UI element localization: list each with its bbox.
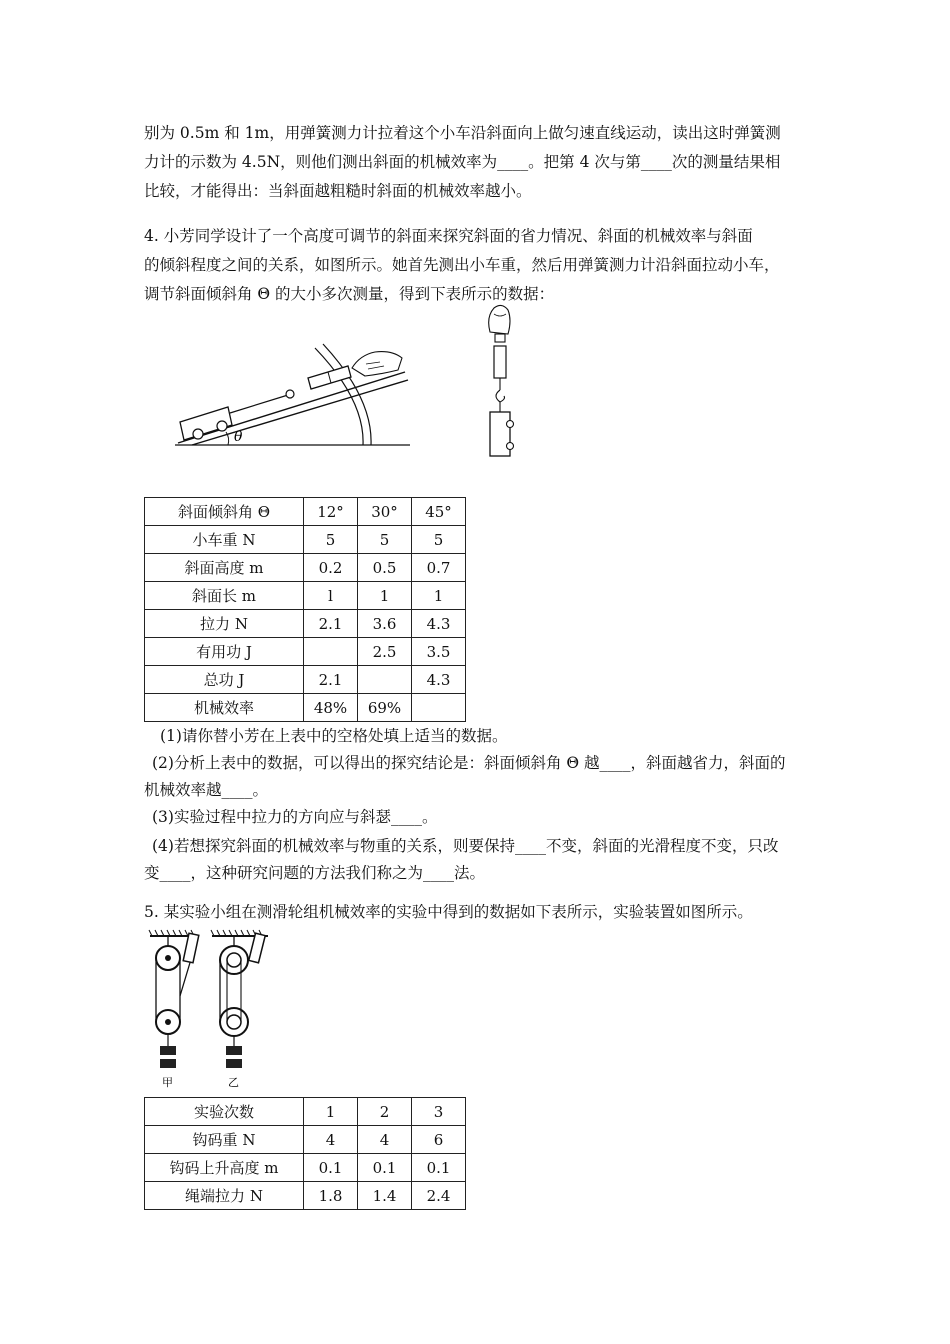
table-cell: 1	[304, 1098, 358, 1126]
table-cell: 2.4	[412, 1182, 466, 1210]
table-cell	[304, 638, 358, 666]
incline-data-table	[144, 497, 466, 722]
table-cell: 1	[358, 582, 412, 610]
table-cell: 30°	[358, 498, 412, 526]
table-cell: 3	[412, 1098, 466, 1126]
table-cell: 1	[412, 582, 466, 610]
q4-line: 调节斜面倾斜角 Θ 的大小多次测量，得到下表所示的数据：	[144, 285, 555, 303]
pulley-setup-a	[149, 930, 199, 1089]
table-cell: 5	[358, 526, 412, 554]
subquestion-line: (3)实验过程中拉力的方向应与斜瑟____。	[152, 808, 438, 826]
figure-label-jia: 甲	[162, 1076, 173, 1089]
table-row	[145, 1154, 466, 1182]
table-cell: 12°	[304, 498, 358, 526]
table-cell: 0.5	[358, 554, 412, 582]
question-4-stem	[144, 222, 808, 309]
table-cell: 0.2	[304, 554, 358, 582]
subquestion-line: (4)若想探究斜面的机械效率与物重的关系，则要保持____不变，斜面的光滑程度不变，只改	[152, 837, 779, 855]
question-4-subquestions	[144, 724, 808, 886]
hanging-scale-figure	[478, 302, 528, 462]
q5-line: 5. 某实验小组在测滑轮组机械效率的实验中得到的数据如下表所示，实验装置如图所示。	[144, 903, 753, 921]
table-cell: 总功 J	[145, 666, 304, 694]
spring-scale-icon	[230, 366, 351, 413]
question-5-stem	[144, 898, 808, 927]
table-cell: 4.3	[412, 610, 466, 638]
table-cell	[412, 694, 466, 722]
subquestion-line: 变____，这种研究问题的方法我们称之为____法。	[144, 864, 486, 882]
table-row	[145, 694, 466, 722]
table-cell: 0.1	[358, 1154, 412, 1182]
table-cell: l	[304, 582, 358, 610]
pulley-data-table	[144, 1097, 466, 1210]
pulley-figure	[146, 926, 286, 1092]
table-cell: 拉力 N	[145, 610, 304, 638]
table-cell: 2.5	[358, 638, 412, 666]
table-cell: 1.8	[304, 1182, 358, 1210]
table-cell: 48%	[304, 694, 358, 722]
table-row	[145, 1126, 466, 1154]
table-cell: 4	[358, 1126, 412, 1154]
hand-icon	[489, 305, 510, 334]
table-row	[145, 610, 466, 638]
table-cell: 5	[412, 526, 466, 554]
table-cell: 69%	[358, 694, 412, 722]
table-cell	[358, 666, 412, 694]
table-cell: 机械效率	[145, 694, 304, 722]
table-cell: 6	[412, 1126, 466, 1154]
table-cell: 1.4	[358, 1182, 412, 1210]
table-cell: 有用功 J	[145, 638, 304, 666]
table-cell: 0.7	[412, 554, 466, 582]
table-cell: 斜面倾斜角 Θ	[145, 498, 304, 526]
table-cell: 钩码重 N	[145, 1126, 304, 1154]
table-cell: 绳端拉力 N	[145, 1182, 304, 1210]
table-row	[145, 1098, 466, 1126]
intro-line: 比较，才能得出：当斜面越粗糙时斜面的机械效率越小。	[144, 182, 532, 200]
table-row	[145, 498, 466, 526]
pulley-setup-b	[211, 930, 268, 1089]
table-cell: 0.1	[304, 1154, 358, 1182]
table-cell: 3.5	[412, 638, 466, 666]
table-row	[145, 526, 466, 554]
table-row	[145, 1182, 466, 1210]
subquestion-line: (1)请你替小芳在上表中的空格处填上适当的数据。	[160, 727, 508, 745]
subquestion-line: (2)分析上表中的数据，可以得出的探究结论是：斜面倾斜角 Θ 越____，斜面越省力，斜面的	[152, 754, 786, 772]
table-row	[145, 582, 466, 610]
table-cell: 斜面高度 m	[145, 554, 304, 582]
table-cell: 5	[304, 526, 358, 554]
table-cell: 0.1	[412, 1154, 466, 1182]
intro-line: 力计的示数为 4.5N，则他们测出斜面的机械效率为____。把第 4 次与第____次的测量结果相	[144, 153, 781, 171]
q4-line: 的倾斜程度之间的关系，如图所示。她首先测出小车重，然后用弹簧测力计沿斜面拉动小车，	[144, 256, 780, 274]
table-cell: 2	[358, 1098, 412, 1126]
hand-icon	[352, 352, 402, 376]
table-cell: 4.3	[412, 666, 466, 694]
table-cell: 小车重 N	[145, 526, 304, 554]
figure-label-yi: 乙	[228, 1076, 239, 1089]
table-row	[145, 666, 466, 694]
table-cell: 4	[304, 1126, 358, 1154]
table-cell: 2.1	[304, 610, 358, 638]
intro-paragraph	[144, 119, 808, 206]
table-cell: 钩码上升高度 m	[145, 1154, 304, 1182]
table-cell: 实验次数	[145, 1098, 304, 1126]
incline-figure	[170, 310, 420, 460]
table-cell: 斜面长 m	[145, 582, 304, 610]
q4-line: 4. 小芳同学设计了一个高度可调节的斜面来探究斜面的省力情况、斜面的机械效率与斜面	[144, 227, 753, 245]
subquestion-line: 机械效率越____。	[144, 781, 269, 799]
table-cell: 45°	[412, 498, 466, 526]
intro-line: 别为 0.5m 和 1m，用弹簧测力计拉着这个小车沿斜面向上做匀速直线运动，读出这时弹簧测	[144, 124, 781, 142]
table-cell: 2.1	[304, 666, 358, 694]
table-cell: 3.6	[358, 610, 412, 638]
theta-label: θ	[234, 429, 243, 445]
table-row	[145, 554, 466, 582]
table-row	[145, 638, 466, 666]
